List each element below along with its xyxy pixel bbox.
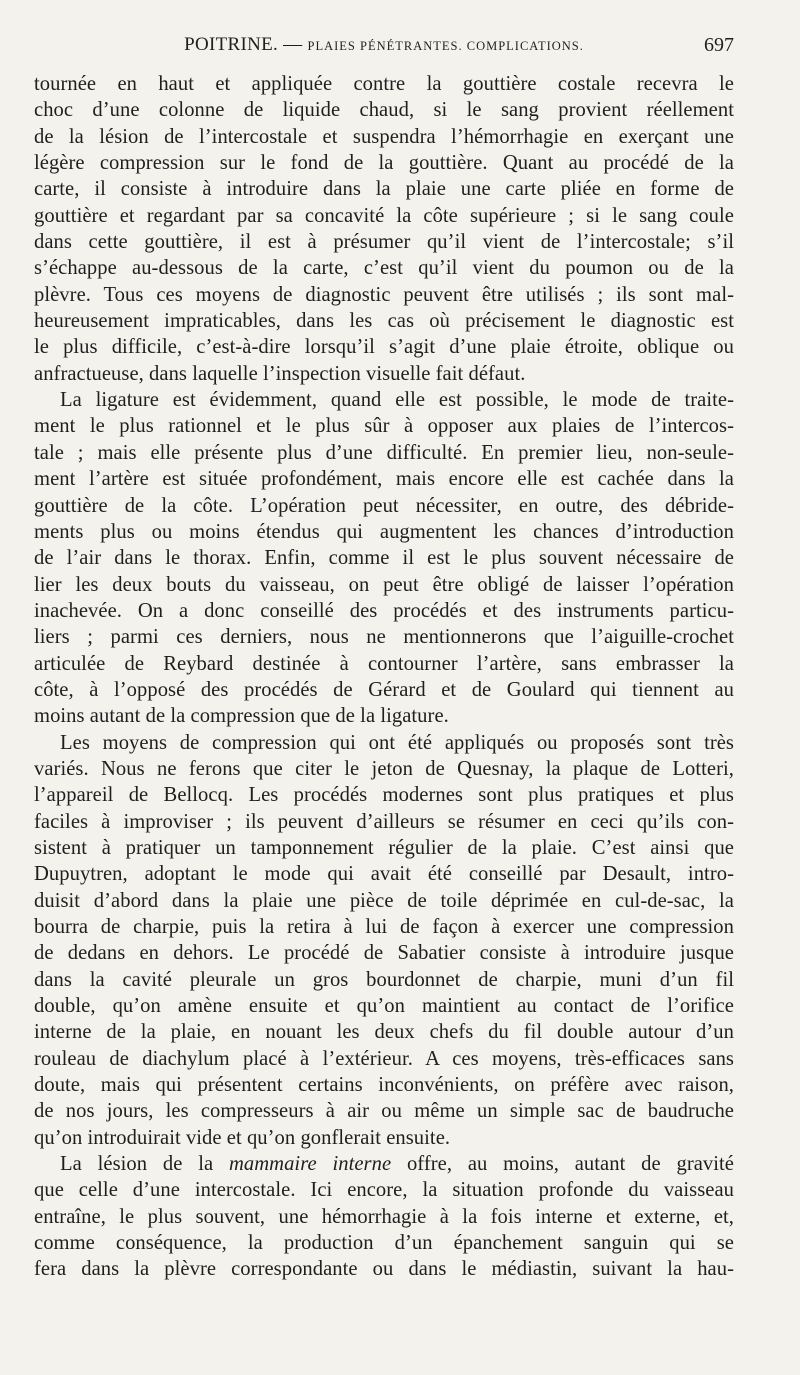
text-line: heureusement impraticables, dans les cas où précisement le diagnostic est <box>34 310 734 333</box>
text-line: côte, à l’opposé des procédés de Gérard et de Goulard qui tiennent au <box>34 678 734 701</box>
text-line: gouttière et regardant par sa concavité la côte supérieure ; si le sang coule <box>34 204 734 227</box>
text-line: sistent à pratiquer un tamponnement régulier de la plaie. C’est ainsi que <box>34 836 734 859</box>
text-line: choc d’une colonne de liquide chaud, si le sang provient réellement <box>34 99 734 122</box>
text-line: gouttière de la côte. L’opération peut nécessiter, en outre, des débride- <box>34 494 734 517</box>
text-line: de la lésion de l’intercostale et suspendra l’hémorrhagie en exerçant une <box>34 125 734 148</box>
text-segment: La lésion de la <box>60 1153 229 1176</box>
running-head-title <box>34 34 734 56</box>
text-line <box>34 1151 734 1177</box>
text-line: de l’air dans le thorax. Enfin, comme il est le plus souvent nécessaire de <box>34 547 734 570</box>
text-line: variés. Nous ne ferons que citer le jeton de Quesnay, la plaque de Lotteri, <box>34 757 734 780</box>
text-line: fera dans la plèvre correspondante ou dans le médiastin, suivant la hau- <box>34 1258 734 1281</box>
text-line: anfractueuse, dans laquelle l’inspection visuelle fait défaut. <box>34 362 526 385</box>
text-line: tale ; mais elle présente plus d’une difficulté. En premier lieu, non-seule- <box>34 441 734 464</box>
text-line: doute, mais qui présentent certains inconvénients, on préfère avec raison, <box>34 1074 734 1097</box>
text-line: interne de la plaie, en nouant les deux chefs du fil double autour d’un <box>34 1021 734 1044</box>
text-line: ment le plus rationnel et le plus sûr à opposer aux plaies de l’intercos- <box>34 415 734 438</box>
text-line: entraîne, le plus souvent, une hémorrhagie à la fois interne et externe, et, <box>34 1205 734 1228</box>
chapter-title: POITRINE. <box>184 34 279 55</box>
text-line: de nos jours, les compresseurs à air ou même un simple sac de baudruche <box>34 1100 734 1123</box>
text-line: que celle d’une intercostale. Ici encore, la situation profonde du vaisseau <box>34 1179 734 1202</box>
text-line: rouleau de diachylum placé à l’extérieur. A ces moyens, très-efficaces sans <box>34 1047 734 1070</box>
text-line: le plus difficile, c’est-à-dire lorsqu’il s’agit d’une plaie étroite, oblique ou <box>34 336 734 359</box>
text-line: La ligature est évidemment, quand elle est possible, le mode de traite- <box>60 389 734 412</box>
text-line: l’appareil de Bellocq. Les procédés modernes sont plus pratiques et plus <box>34 784 734 807</box>
text-line: de dedans en dehors. Le procédé de Sabatier consiste à introduire jusque <box>34 942 734 965</box>
text-line: Dupuytren, adoptant le mode qui avait été conseillé par Desault, intro- <box>34 863 734 886</box>
header-dash: — <box>278 34 308 55</box>
text-line: faciles à improviser ; ils peuvent d’ailleurs se résumer en ceci qu’ils con- <box>34 810 734 833</box>
text-line: duisit d’abord dans la plaie une pièce de toile déprimée en cul-de-sac, la <box>34 889 734 912</box>
italic-term: mammaire interne <box>228 1153 392 1176</box>
text-line: articulée de Reybard destinée à contourner l’artère, sans embrasser la <box>34 652 734 675</box>
text-line: moins autant de la compression que de la ligature. <box>34 705 449 728</box>
text-line: dans cette gouttière, il est à présumer qu’il vient de l’intercostale; s’il <box>34 231 734 254</box>
page-number: 697 <box>704 34 734 56</box>
text-line: inachevée. On a donc conseillé des procédés et des instruments particu- <box>34 599 734 622</box>
text-line: tournée en haut et appliquée contre la gouttière costale recevra le <box>34 73 734 95</box>
text-line: dans la cavité pleurale un gros bourdonnet de charpie, muni d’un fil <box>34 968 734 991</box>
text-line: ments plus ou moins étendus qui augmentent les chances d’introduction <box>34 520 734 543</box>
text-line: ment l’artère est située profondément, mais encore elle est cachée dans la <box>34 468 734 491</box>
section-title: PLAIES PÉNÉTRANTES. COMPLICATIONS. <box>307 39 584 53</box>
text-line: qu’on introduirait vide et qu’on gonflerait ensuite. <box>34 1126 451 1149</box>
running-head <box>34 34 734 64</box>
text-line: liers ; parmi ces derniers, nous ne mentionnerons que l’aiguille-crochet <box>34 626 734 649</box>
text-segment: offre, au moins, autant de gravité <box>391 1153 735 1176</box>
text-line: lier les deux bouts du vaisseau, on peut être obligé de laisser l’opération <box>34 573 734 596</box>
text-line: Les moyens de compression qui ont été appliqués ou proposés sont très <box>60 731 734 754</box>
body-text <box>34 71 734 1283</box>
text-line: légère compression sur le fond de la gouttière. Quant au procédé de la <box>34 152 734 175</box>
text-line: s’échappe au-dessous de la carte, c’est qu’il vient du poumon ou de la <box>34 257 734 280</box>
text-line: double, qu’on amène ensuite et qu’on maintient au contact de l’orifice <box>34 995 734 1018</box>
text-line: comme conséquence, la production d’un épanchement sanguin qui se <box>34 1232 734 1255</box>
text-line: plèvre. Tous ces moyens de diagnostic peuvent être utilisés ; ils sont mal- <box>34 283 734 306</box>
text-line: bourra de charpie, puis la retira à lui de façon à exercer une compression <box>34 916 734 938</box>
text-line: carte, il consiste à introduire dans la plaie une carte pliée en forme de <box>34 178 734 201</box>
